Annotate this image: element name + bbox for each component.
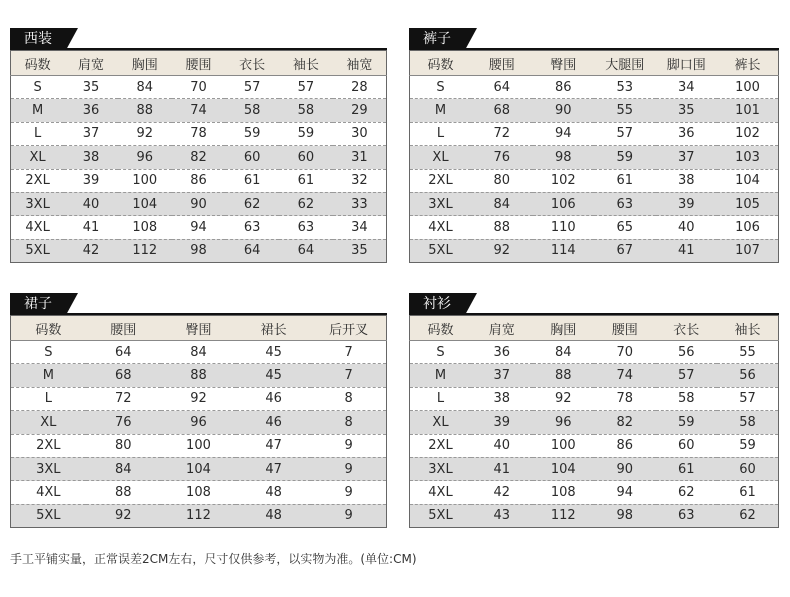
measure-cell: 107: [717, 239, 779, 262]
measure-cell: 35: [656, 99, 718, 122]
size-cell: S: [410, 76, 472, 99]
measure-cell: 43: [471, 504, 533, 527]
table-row: [410, 504, 779, 527]
measure-cell: 36: [471, 341, 533, 364]
measure-cell: 96: [118, 146, 172, 169]
header-row: [410, 51, 779, 76]
skirt-table: [10, 315, 387, 528]
measure-cell: 60: [225, 146, 279, 169]
measure-cell: 74: [172, 99, 226, 122]
measure-cell: 90: [172, 192, 226, 215]
measure-cell: 59: [279, 122, 333, 145]
measure-cell: 112: [533, 504, 595, 527]
measure-cell: 100: [533, 434, 595, 457]
measure-cell: 98: [172, 239, 226, 262]
measure-cell: 62: [656, 481, 718, 504]
measure-cell: 60: [279, 146, 333, 169]
column-header: 码数: [11, 316, 86, 341]
measure-cell: 7: [311, 341, 386, 364]
measure-cell: 61: [717, 481, 779, 504]
size-cell: XL: [410, 146, 472, 169]
measure-cell: 72: [86, 387, 161, 410]
table-row: [410, 122, 779, 145]
size-cell: L: [410, 122, 472, 145]
table-row: [410, 481, 779, 504]
measure-cell: 37: [64, 122, 118, 145]
measure-cell: 42: [64, 239, 118, 262]
measure-cell: 47: [236, 457, 311, 480]
column-header: 码数: [410, 51, 472, 76]
measure-cell: 105: [717, 192, 779, 215]
column-header: 肩宽: [64, 51, 118, 76]
measure-cell: 61: [656, 457, 718, 480]
shirt-size-table: [409, 293, 779, 535]
measure-cell: 112: [118, 239, 172, 262]
table-row: [410, 341, 779, 364]
measure-cell: 57: [717, 387, 779, 410]
column-header: 裤长: [717, 51, 779, 76]
measure-cell: 56: [717, 364, 779, 387]
table-row: [11, 434, 387, 457]
table-row: [11, 76, 387, 99]
size-cell: 3XL: [410, 457, 472, 480]
suit-table: [10, 50, 387, 263]
table-row: [410, 76, 779, 99]
measure-cell: 61: [225, 169, 279, 192]
measure-cell: 63: [594, 192, 656, 215]
table-row: [11, 239, 387, 262]
measure-cell: 38: [656, 169, 718, 192]
column-header: 袖宽: [333, 51, 387, 76]
measure-cell: 80: [86, 434, 161, 457]
measure-cell: 37: [656, 146, 718, 169]
measure-cell: 59: [225, 122, 279, 145]
measure-cell: 92: [118, 122, 172, 145]
column-header: 腰围: [471, 51, 533, 76]
measure-cell: 36: [656, 122, 718, 145]
size-cell: 3XL: [11, 192, 65, 215]
measure-cell: 110: [533, 216, 595, 239]
measure-cell: 70: [172, 76, 226, 99]
measure-cell: 57: [594, 122, 656, 145]
measure-cell: 67: [594, 239, 656, 262]
column-header: 肩宽: [471, 316, 533, 341]
measure-cell: 88: [533, 364, 595, 387]
measure-cell: 9: [311, 457, 386, 480]
table-row: [410, 192, 779, 215]
measure-cell: 60: [717, 457, 779, 480]
table-row: [410, 239, 779, 262]
measure-cell: 104: [161, 457, 236, 480]
measure-cell: 47: [236, 434, 311, 457]
measure-cell: 33: [333, 192, 387, 215]
column-header: 臀围: [161, 316, 236, 341]
measure-cell: 64: [279, 239, 333, 262]
measure-cell: 108: [533, 481, 595, 504]
suit-title: 西装: [10, 28, 66, 50]
measure-cell: 90: [533, 99, 595, 122]
header-row: [11, 51, 387, 76]
table-row: [410, 387, 779, 410]
measure-cell: 48: [236, 481, 311, 504]
measure-cell: 104: [717, 169, 779, 192]
measure-cell: 101: [717, 99, 779, 122]
measure-cell: 100: [118, 169, 172, 192]
measure-cell: 100: [161, 434, 236, 457]
size-cell: 5XL: [410, 239, 472, 262]
column-header: 胸围: [118, 51, 172, 76]
table-row: [410, 169, 779, 192]
measure-cell: 102: [533, 169, 595, 192]
measure-cell: 92: [471, 239, 533, 262]
measure-cell: 56: [656, 341, 718, 364]
size-cell: M: [11, 364, 86, 387]
measure-cell: 42: [471, 481, 533, 504]
measure-cell: 88: [471, 216, 533, 239]
measure-cell: 72: [471, 122, 533, 145]
table-row: [410, 216, 779, 239]
measure-cell: 32: [333, 169, 387, 192]
measure-cell: 84: [86, 457, 161, 480]
measure-cell: 100: [717, 76, 779, 99]
measure-cell: 84: [471, 192, 533, 215]
skirt-size-table: [10, 293, 387, 535]
pants-title: 裤子: [409, 28, 465, 50]
measure-cell: 84: [118, 76, 172, 99]
column-header: 脚口围: [656, 51, 718, 76]
table-row: [11, 169, 387, 192]
measure-cell: 57: [225, 76, 279, 99]
measure-cell: 112: [161, 504, 236, 527]
measure-cell: 59: [656, 411, 718, 434]
measure-cell: 57: [656, 364, 718, 387]
size-cell: S: [11, 76, 65, 99]
measure-cell: 84: [161, 341, 236, 364]
measure-cell: 37: [471, 364, 533, 387]
size-cell: S: [410, 341, 472, 364]
measure-cell: 88: [86, 481, 161, 504]
measure-cell: 86: [594, 434, 656, 457]
footer-note: 手工平铺实量，正常误差2CM左右，尺寸仅供参考，以实物为准。(单位:CM): [10, 552, 417, 566]
measure-cell: 45: [236, 364, 311, 387]
table-row: [410, 99, 779, 122]
measure-cell: 80: [471, 169, 533, 192]
size-cell: 5XL: [11, 504, 86, 527]
measure-cell: 28: [333, 76, 387, 99]
column-header: 大腿围: [594, 51, 656, 76]
measure-cell: 98: [533, 146, 595, 169]
measure-cell: 62: [279, 192, 333, 215]
measure-cell: 68: [471, 99, 533, 122]
size-cell: XL: [11, 146, 65, 169]
measure-cell: 55: [717, 341, 779, 364]
skirt-title: 裙子: [10, 293, 66, 315]
size-cell: 4XL: [410, 481, 472, 504]
measure-cell: 94: [594, 481, 656, 504]
size-cell: 2XL: [11, 434, 86, 457]
measure-cell: 46: [236, 411, 311, 434]
measure-cell: 39: [471, 411, 533, 434]
measure-cell: 108: [118, 216, 172, 239]
measure-cell: 64: [471, 76, 533, 99]
size-cell: M: [410, 364, 472, 387]
table-row: [410, 146, 779, 169]
measure-cell: 39: [64, 169, 118, 192]
size-cell: 3XL: [410, 192, 472, 215]
measure-cell: 108: [161, 481, 236, 504]
table-row: [11, 481, 387, 504]
measure-cell: 82: [594, 411, 656, 434]
measure-cell: 63: [225, 216, 279, 239]
measure-cell: 40: [471, 434, 533, 457]
measure-cell: 88: [161, 364, 236, 387]
size-cell: 4XL: [11, 481, 86, 504]
table-row: [410, 434, 779, 457]
size-cell: 4XL: [410, 216, 472, 239]
measure-cell: 57: [279, 76, 333, 99]
size-cell: M: [11, 99, 65, 122]
column-header: 袖长: [279, 51, 333, 76]
measure-cell: 62: [225, 192, 279, 215]
measure-cell: 96: [161, 411, 236, 434]
suit-size-table: [10, 28, 387, 270]
measure-cell: 78: [172, 122, 226, 145]
table-row: [11, 457, 387, 480]
measure-cell: 104: [533, 457, 595, 480]
measure-cell: 96: [533, 411, 595, 434]
measure-cell: 94: [533, 122, 595, 145]
measure-cell: 34: [333, 216, 387, 239]
measure-cell: 76: [86, 411, 161, 434]
measure-cell: 45: [236, 341, 311, 364]
table-row: [11, 99, 387, 122]
measure-cell: 70: [594, 341, 656, 364]
header-row: [410, 316, 779, 341]
measure-cell: 61: [279, 169, 333, 192]
measure-cell: 61: [594, 169, 656, 192]
measure-cell: 38: [471, 387, 533, 410]
column-header: 码数: [11, 51, 65, 76]
table-row: [410, 411, 779, 434]
table-row: [11, 192, 387, 215]
size-cell: S: [11, 341, 86, 364]
measure-cell: 98: [594, 504, 656, 527]
measure-cell: 64: [225, 239, 279, 262]
header-row: [11, 316, 387, 341]
size-cell: L: [11, 387, 86, 410]
measure-cell: 86: [172, 169, 226, 192]
column-header: 腰围: [594, 316, 656, 341]
measure-cell: 34: [656, 76, 718, 99]
measure-cell: 31: [333, 146, 387, 169]
measure-cell: 88: [118, 99, 172, 122]
size-cell: 2XL: [410, 434, 472, 457]
measure-cell: 74: [594, 364, 656, 387]
measure-cell: 38: [64, 146, 118, 169]
measure-cell: 106: [533, 192, 595, 215]
size-cell: 5XL: [11, 239, 65, 262]
column-header: 衣长: [656, 316, 718, 341]
size-cell: L: [11, 122, 65, 145]
measure-cell: 92: [533, 387, 595, 410]
measure-cell: 41: [471, 457, 533, 480]
measure-cell: 94: [172, 216, 226, 239]
measure-cell: 114: [533, 239, 595, 262]
column-header: 衣长: [225, 51, 279, 76]
table-row: [11, 364, 387, 387]
measure-cell: 63: [279, 216, 333, 239]
measure-cell: 39: [656, 192, 718, 215]
shirt-table: [409, 315, 779, 528]
size-cell: XL: [410, 411, 472, 434]
column-header: 胸围: [533, 316, 595, 341]
table-row: [11, 216, 387, 239]
measure-cell: 63: [656, 504, 718, 527]
measure-cell: 8: [311, 411, 386, 434]
column-header: 码数: [410, 316, 472, 341]
measure-cell: 29: [333, 99, 387, 122]
measure-cell: 48: [236, 504, 311, 527]
shirt-title: 衬衫: [409, 293, 465, 315]
measure-cell: 78: [594, 387, 656, 410]
measure-cell: 46: [236, 387, 311, 410]
measure-cell: 9: [311, 434, 386, 457]
table-row: [11, 122, 387, 145]
table-row: [11, 341, 387, 364]
measure-cell: 35: [64, 76, 118, 99]
table-row: [410, 364, 779, 387]
measure-cell: 106: [717, 216, 779, 239]
measure-cell: 104: [118, 192, 172, 215]
column-header: 裙长: [236, 316, 311, 341]
measure-cell: 40: [656, 216, 718, 239]
column-header: 腰围: [86, 316, 161, 341]
column-header: 袖长: [717, 316, 779, 341]
size-cell: 2XL: [410, 169, 472, 192]
measure-cell: 58: [225, 99, 279, 122]
size-cell: L: [410, 387, 472, 410]
measure-cell: 86: [533, 76, 595, 99]
size-cell: 3XL: [11, 457, 86, 480]
table-row: [11, 504, 387, 527]
measure-cell: 7: [311, 364, 386, 387]
measure-cell: 59: [594, 146, 656, 169]
measure-cell: 36: [64, 99, 118, 122]
table-row: [11, 411, 387, 434]
measure-cell: 59: [717, 434, 779, 457]
column-header: 臀围: [533, 51, 595, 76]
measure-cell: 76: [471, 146, 533, 169]
measure-cell: 30: [333, 122, 387, 145]
measure-cell: 58: [656, 387, 718, 410]
table-row: [11, 387, 387, 410]
measure-cell: 9: [311, 504, 386, 527]
measure-cell: 40: [64, 192, 118, 215]
size-cell: XL: [11, 411, 86, 434]
measure-cell: 84: [533, 341, 595, 364]
measure-cell: 60: [656, 434, 718, 457]
measure-cell: 53: [594, 76, 656, 99]
measure-cell: 41: [656, 239, 718, 262]
measure-cell: 82: [172, 146, 226, 169]
table-row: [410, 457, 779, 480]
measure-cell: 90: [594, 457, 656, 480]
measure-cell: 102: [717, 122, 779, 145]
table-row: [11, 146, 387, 169]
measure-cell: 35: [333, 239, 387, 262]
measure-cell: 58: [279, 99, 333, 122]
measure-cell: 58: [717, 411, 779, 434]
measure-cell: 65: [594, 216, 656, 239]
size-cell: M: [410, 99, 472, 122]
pants-table: [409, 50, 779, 263]
measure-cell: 68: [86, 364, 161, 387]
column-header: 后开叉: [311, 316, 386, 341]
size-cell: 2XL: [11, 169, 65, 192]
measure-cell: 92: [86, 504, 161, 527]
pants-size-table: [409, 28, 779, 270]
measure-cell: 9: [311, 481, 386, 504]
measure-cell: 64: [86, 341, 161, 364]
column-header: 腰围: [172, 51, 226, 76]
measure-cell: 92: [161, 387, 236, 410]
measure-cell: 62: [717, 504, 779, 527]
measure-cell: 41: [64, 216, 118, 239]
size-cell: 4XL: [11, 216, 65, 239]
size-cell: 5XL: [410, 504, 472, 527]
measure-cell: 55: [594, 99, 656, 122]
measure-cell: 103: [717, 146, 779, 169]
measure-cell: 8: [311, 387, 386, 410]
